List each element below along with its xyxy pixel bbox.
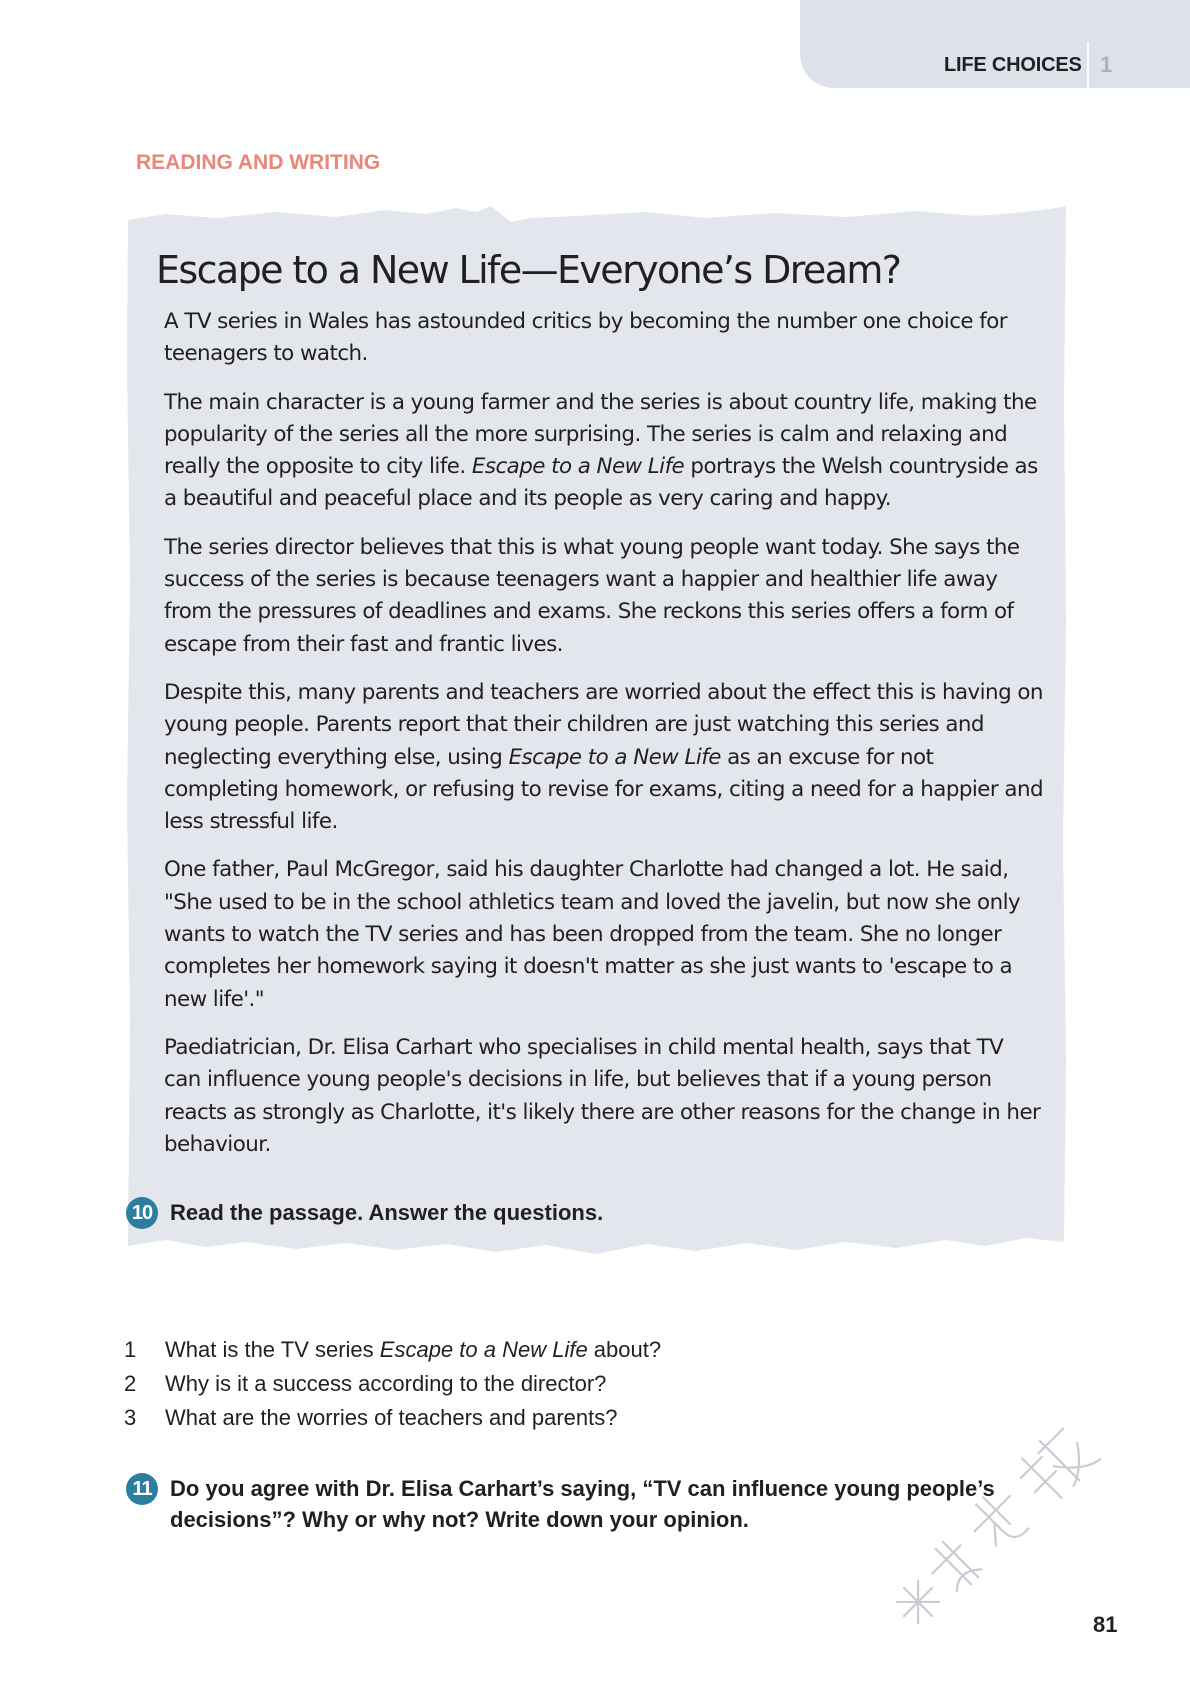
question-text (165, 1371, 606, 1405)
article-body (164, 306, 1044, 1161)
question-text (165, 1405, 617, 1439)
paragraph-text: One father, Paul McGregor, said his daughter Charlotte had changed a lot. He said, "She used to be in the school athletics team and loved the javelin, but now she only wants to watch the TV series and has been dropped from the team. She no longer completes her homework saying it doesn't matter as she just wants to 'escape to a new life'." (164, 857, 1021, 1012)
chapter-title: LIFE CHOICES (944, 54, 1082, 76)
exercise-prompt: Do you agree with Dr. Elisa Carhart’s saying, “TV can influence young people’s decisions”? Why or why not? Write down your opinion. (170, 1476, 995, 1532)
article-paragraph (164, 532, 1044, 661)
question-number: 1 (124, 1337, 137, 1362)
question-number: 3 (124, 1405, 137, 1430)
paragraph-text: The series director believes that this is what young people want today. She says the success of the series is because teenagers want a happier and healthier life away from the pressures of deadlines and exams. She reckons this series offers a form of escape from their fast and frantic lives. (164, 534, 1020, 657)
question-text-run: Why is it a success according to the director? (165, 1371, 607, 1396)
question-text-run: What are the worries of teachers and parents? (165, 1405, 618, 1430)
paragraph-text: Paediatrician, Dr. Elisa Carhart who specialises in child mental health, says that TV can influence young people's decisions in life, but believes that if a young person reacts as strongly as Charlotte, it's likely there are other reasons for the change in her behaviour. (164, 1034, 1041, 1157)
question-text-run: about? (587, 1337, 662, 1362)
series-title-italic: Escape to a New Life (471, 454, 685, 480)
question-item (124, 1371, 824, 1405)
page-number: 81 (1093, 1612, 1118, 1637)
question-item (124, 1337, 824, 1371)
article-paragraph (164, 854, 1044, 1015)
paragraph-text: A TV series in Wales has astounded critics by becoming the number one choice for teenagers to watch. (164, 309, 1008, 367)
article-paragraph (164, 677, 1044, 838)
chapter-number: 1 (1100, 52, 1113, 77)
question-item (124, 1405, 824, 1439)
header-divider (1087, 42, 1089, 88)
question-text (165, 1337, 661, 1371)
paragraph-text: Despite this, many parents and teachers are worried about the effect this is having on young people. Parents report that their children are just watching this series and neglecting everything else, using (164, 679, 1043, 770)
article-paragraph (164, 387, 1044, 516)
series-title-italic: Escape to a New Life (379, 1337, 588, 1362)
paragraph-text: as an excuse for not completing homework, or refusing to revise for exams, citing a need for a happier and less stressful life. (164, 744, 1043, 835)
question-text-run: What is the TV series (165, 1337, 380, 1362)
section-label: READING AND WRITING (136, 151, 381, 174)
paragraph-text: portrays the Welsh countryside as a beautiful and peaceful place and its people as very caring and happy. (164, 454, 1038, 512)
exercise-number-badge: 11 (126, 1473, 158, 1505)
question-number: 2 (124, 1371, 137, 1396)
article-paragraph (164, 1032, 1044, 1161)
article-title: Escape to a New Life—Everyone’s Dream? (156, 248, 901, 292)
series-title-italic: Escape to a New Life (508, 744, 721, 770)
exercise-prompt: Read the passage. Answer the questions. (170, 1200, 604, 1225)
exercise-number-badge: 10 (126, 1197, 158, 1229)
article (126, 248, 1068, 1177)
article-paragraph (164, 306, 1044, 371)
paragraph-text: The main character is a young farmer and the series is about country life, making the popularity of the series all the more surprising. The series is calm and relaxing and really the opposite to city life. (164, 389, 1037, 480)
question-list (124, 1337, 824, 1439)
